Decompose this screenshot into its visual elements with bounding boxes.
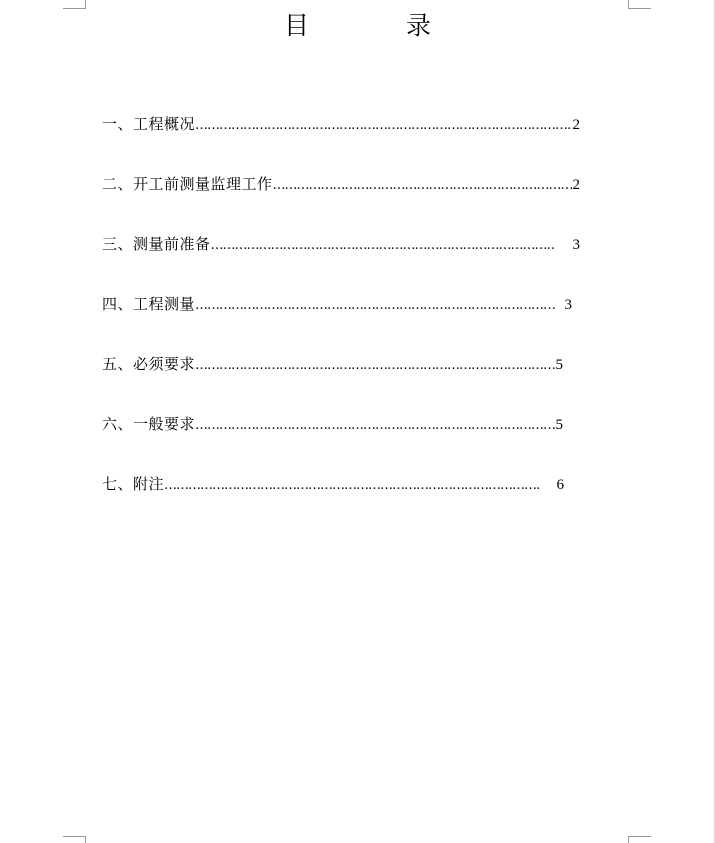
toc-entry-label: 四、工程测量 [102, 295, 196, 313]
toc-page-number: 5 [555, 417, 563, 433]
toc-entry[interactable] [102, 113, 580, 135]
toc-page-number: 5 [555, 357, 563, 373]
toc-entry[interactable] [102, 293, 572, 315]
toc-dot-leader [273, 175, 573, 197]
toc-page-number: 2 [572, 177, 580, 193]
toc-entry[interactable] [102, 413, 563, 435]
toc-entry-label: 三、测量前准备 [102, 235, 211, 253]
toc-entry[interactable] [102, 173, 580, 195]
toc-dot-leader [164, 475, 538, 497]
toc-page-number: 3 [564, 297, 572, 313]
toc-entry-label: 二、开工前测量监理工作 [102, 175, 273, 193]
toc-entry-label: 七、附注 [102, 475, 165, 493]
toc-page-number: 2 [572, 117, 580, 133]
toc-dot-leader [211, 235, 555, 257]
toc-dot-leader [195, 415, 555, 437]
margin-mark-bottom-left [63, 836, 86, 843]
page-title: 目 录 [283, 11, 467, 40]
toc-dot-leader [195, 115, 572, 137]
toc-entry[interactable] [102, 233, 580, 255]
toc-entry-label: 一、工程概况 [102, 115, 196, 133]
toc-entry-label: 六、一般要求 [102, 415, 196, 433]
toc-entry[interactable] [102, 353, 563, 375]
toc-entry[interactable] [102, 473, 564, 495]
toc-dot-leader [195, 295, 554, 317]
toc-page-number: 6 [556, 477, 564, 493]
toc-page-number: 3 [572, 237, 580, 253]
toc-entry-label: 五、必须要求 [102, 355, 196, 373]
margin-mark-bottom-right [628, 836, 651, 843]
toc-dot-leader [195, 355, 555, 377]
